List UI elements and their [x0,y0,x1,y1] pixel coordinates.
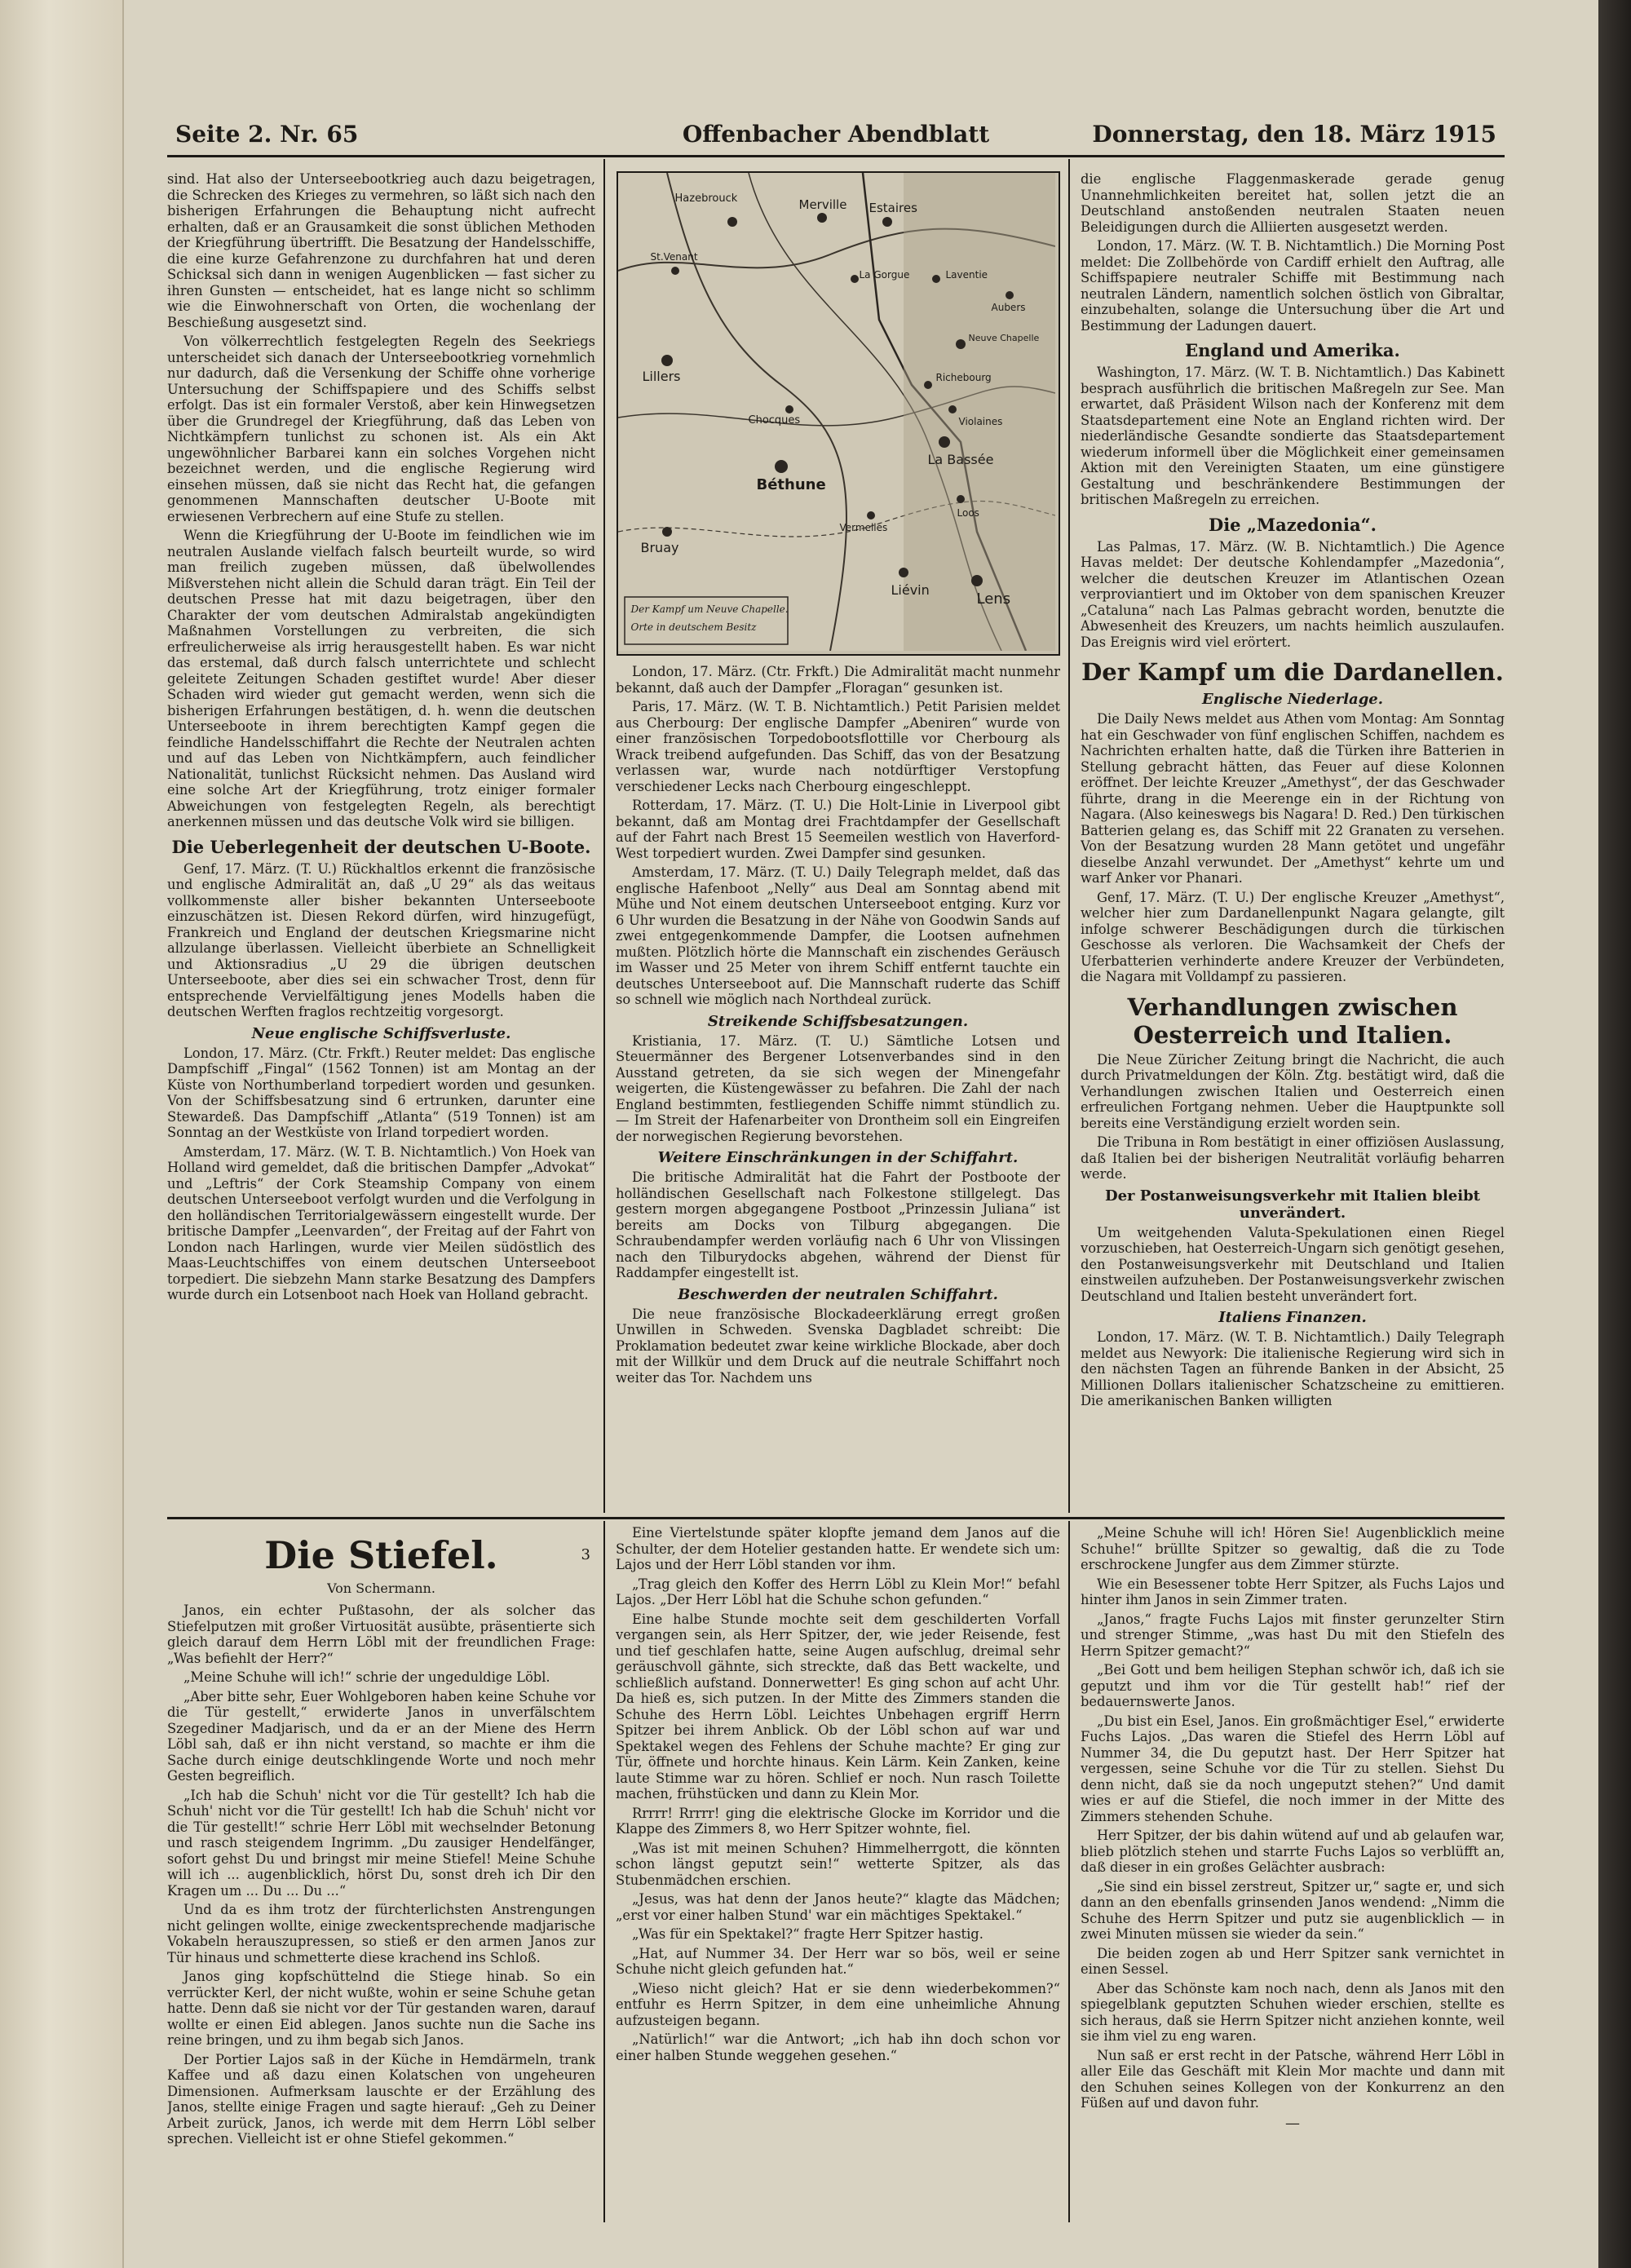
byline: Von Schermann. [327,1581,435,1596]
story-paragraph: Die beiden zogen ab und Herr Spitzer sank vernichtet in einen Sessel. [1081,1945,1505,1977]
story-paragraph: „Ich hab die Schuh' nicht vor die Tür gestellt? Ich hab die Schuh' nicht vor die Tür gestellt! Ich hab die Schuh' nicht vor die Tür gestellt!“ schrie Herr Löbl mit wechselnder Betonung und rasch steigendem Ingrimm. „Du zausiger Hendelfänger, sofort gehst Du und bringst mir meine Stiefel! Meine Schuhe will ich ... augenblicklich, hörst Du, sonst dreh ich Dir den Kragen um ... Du ... Du ...“ [167,1787,595,1899]
page-content [167,114,1505,2235]
map-label: St.Venant [650,251,698,263]
article-paragraph: Rotterdam, 17. März. (T. U.) Die Holt-Linie in Liverpool gibt bekannt, daß am Montag drei Frachtdampfer der Gesellschaft auf der Fahrt nach Brest 15 Seemeilen westlich von Haverford-West torpediert wurden. Zwei Dampfer sind gesunken. [616,798,1060,861]
story-paragraph: Nun saß er erst recht in der Patsche, während Herr Löbl in aller Eile das Geschäft mit Klein Mor machte und dann mit den Schuhen seines Kollegen von der Konkurrenz an den Füßen auf und davon fuhr. [1081,2047,1505,2111]
map-label: Lens [976,590,1011,608]
column-rule [603,159,605,1513]
article-paragraph: London, 17. März. (W. T. B. Nichtamtlich.) Daily Telegraph meldet aus Newyork: Die italienische Regierung wird sich in den nächsten Tagen an führende Banken in der Absicht, 25 Millionen Dollars italienischer Schatzscheine zu emittieren. Die amerikanischen Banken willigten [1081,1329,1505,1408]
map-label: Vermelles [839,522,888,533]
issue-date: Donnerstag, den 18. März 1915 [1092,121,1496,148]
story-paragraph: „Trag gleich den Koffer des Herrn Löbl zu Klein Mor!“ befahl Lajos. „Der Herr Löbl hat die Schuhe schon gefunden.“ [616,1576,1060,1607]
story-paragraph: Rrrrr! Rrrrr! ging die elektrische Glocke im Korridor und die Klappe des Zimmers 8, wo Herr Spitzer wohnte, fiel. [616,1805,1060,1837]
headline-mazedonia: Die „Mazedonia“. [1208,514,1377,535]
page-edge-shadow [1598,0,1631,2268]
column-rule [1068,1521,1070,2222]
map-drawing [618,173,1055,651]
article-paragraph: sind. Hat also der Unterseebootkrieg auch dazu beigetragen, die Schrecken des Krieges zu vermehren, so läßt sich nach den bisherigen Erfahrungen die Behauptung nicht aufrecht erhalten, daß er an Grausamkeit die sonst üblichen Methoden der Kriegführung übertrifft. Die Besatzung der Handelsschiffe, die eine kurze Gefahrenzone zu durchfahren hat und deren Schicksal sich dann in wenigen Augenblicken — fast sicher zu ihren Gunsten — entscheidet, hat es lange nicht so schlimm wie die Einwohnerschaft von Orten, die wochenlang der Beschießung ausgesetzt sind. [167,171,595,330]
column-rule [603,1521,605,2222]
article-paragraph: London, 17. März. (W. T. B. Nichtamtlich.) Die Morning Post meldet: Die Zollbehörde von Cardiff erhielt den Auftrag, alle Schiffspapiere neutraler Schiffe mit Bestimmung nach neutralen Ländern, namentlich solchen östlich von Gibraltar, einzubehalten, solange die Untersuchung über die Art und Bestimmung der Ladungen dauert. [1081,238,1505,334]
feuilleton-column-1 [167,1525,595,2218]
story-end-mark: — [1285,2114,1300,2132]
story-paragraph: „Natürlich!“ war die Antwort; „ich hab ihn doch schon vor einer halben Stunde weggehen gesehen.“ [616,2031,1060,2063]
story-paragraph: „Wieso nicht gleich? Hat er sie denn wiederbekommen?“ entfuhr es Herrn Spitzer, in dem eine unheimliche Ahnung aufzusteigen begann. [616,1980,1060,2028]
map-label: Chocques [748,414,801,427]
map-caption: Der Kampf um Neuve Chapelle. [630,603,789,615]
feuilleton-column-2 [616,1525,1060,2218]
feuilleton-divider [167,1517,1505,1519]
column-3 [1081,171,1505,1513]
page-binding [0,0,124,2268]
story-paragraph: Janos, ein echter Pußtasohn, der als solcher das Stiefelputzen mit großer Virtuosität ausübte, präsentierte sich gleich darauf dem Herrn Löbl mit der freundlichen Frage: „Was befiehlt der Herr?“ [167,1603,595,1666]
headline-postanweisung: Der Postanweisungsverkehr mit Italien bleibt unverändert. [1105,1187,1480,1222]
article-paragraph: Die Neue Züricher Zeitung bringt die Nachricht, die auch durch Privatmeldungen der Köln. Ztg. bestätigt wird, daß die Verhandlungen zwischen Italien und Oesterreich einen erfreulichen Fortgang nehmen. Ueber die Hauptpunkte soll bereits eine Verständigung erzielt worden sein. [1081,1051,1505,1131]
map-label: Laventie [945,269,988,281]
map-legend: Orte in deutschem Besitz [630,621,757,633]
feuilleton-column-3 [1081,1525,1505,2218]
headline-einschraenkungen: Weitere Einschränkungen in der Schiffahrt. [657,1149,1019,1166]
article-paragraph: Wenn die Kriegführung der U-Boote im feindlichen wie im neutralen Auslande vielfach falsch beurteilt wurde, so wird man freilich zugeben müssen, daß übelwollendes Mißverstehen nicht allein die Schuld daran trägt. Ein Teil der deutschen Presse hat mit dazu beigetragen, über den Charakter der vom deutschen Admiralstab angekündigten Maßnahmen Vorstellungen zu verbreiten, die sich erfreulicherweise als irrig herausgestellt haben. Es war nicht das erstemal, daß durch falsch unterrichtete und schlecht geleitete Zeitungen Schaden gestiftet wurde! Aber dieser Schaden wird wieder gut gemacht werden, wenn sich die bisherigen Erfahrungen bestätigen, d. h. wenn die deutschen Unterseeboote in ihrem berechtigten Kampf gegen die feindliche Handelsschiffahrt die Rechte der Neutralen achten und auf das Leben von Nichtkämpfern, auch feindlicher Nationalität, tunlichst Rücksicht nehmen. Das Ausland wird eine solche Art der Kriegführung, trotz einiger formaler Abweichungen von festgelegten Regeln, als berechtigt anerkennen müssen und das deutsche Volk wird sie billigen. [167,528,595,829]
story-paragraph: „Hat, auf Nummer 34. Der Herr war so bös, weil er seine Schuhe nicht gleich gefunden hat.“ [616,1945,1060,1977]
article-paragraph: Amsterdam, 17. März. (T. U.) Daily Telegraph meldet, daß das englische Hafenboot „Nelly“ aus Deal am Sonntag abend mit Mühe und Not einem deutschen Unterseeboot entging. Kurz vor 6 Uhr wurden die Besatzung in der Nähe von Goodwin Sands auf zwei entgegenkommende Dampfer, die Lootsen aufnehmen mußten. Plötzlich hörte die Mannschaft ein zischendes Geräusch im Wasser und 25 Meter von ihrem Schiff entfernt tauchte ein deutsches Unterseeboot auf. Die Mannschaft ruderte das Schiff so schnell wie möglich nach Northdeal zurück. [616,864,1060,1007]
map-label: Hazebrouck [674,192,738,205]
installment-number: 3 [581,1546,590,1563]
map-label: Violaines [958,416,1003,427]
headline-streikende: Streikende Schiffsbesatzungen. [707,1012,969,1030]
story-paragraph: Der Portier Lajos saß in der Küche in Hemdärmeln, trank Kaffee und aß dazu einen Kolatschen von ungeheuren Dimensionen. Aufmerksam lauschte er der Erzählung des Janos, stellte einige Fragen und sagte hierauf: „Geh zu Deiner Arbeit zurück, Janos, ich werde mit dem Herrn Löbl selber sprechen. Vielleicht ist er ohne Stiefel gekommen.“ [167,2051,595,2146]
article-paragraph: Die neue französische Blockadeerklärung erregt großen Unwillen in Schweden. Svenska Dagbladet schreibt: Die Proklamation bedeutet zwar keine wirkliche Blockade, aber doch mit der Willkür und dem Druck auf die neutrale Schiffahrt noch weiter das Tor. Nachdem uns [616,1306,1060,1386]
article-paragraph: Amsterdam, 17. März. (W. T. B. Nichtamtlich.) Von Hoek van Holland wird gemeldet, daß die britischen Dampfer „Advokat“ und „Leftris“ der Cork Steamship Company von einem deutschen Unterseeboot verfolgt wurden und die Verfolgung in den holländischen Territorialgewässern eingestellt wurde. Der britische Dampfer „Leenvarden“, der Freitag auf der Fahrt von London nach Harlingen, wurde vier Meilen südöstlich des Maas-Leuchtschiffes von einem deutschen Unterseeboot torpediert. Die siebzehn Mann starke Besatzung des Dampfers wurde durch ein Lotsenboot nach Hoek van Holland gebracht. [167,1143,595,1302]
story-paragraph: Wie ein Besessener tobte Herr Spitzer, als Fuchs Lajos und hinter ihm Janos in sein Zimmer traten. [1081,1576,1505,1607]
article-paragraph: Kristiania, 17. März. (T. U.) Sämtliche Lotsen und Steuermänner des Bergener Lotsenverbandes sind in den Ausstand getreten, da sie sich wegen der Minengefahr weigerten, die Küstengewässer zu befahren. Die Zahl der nach England bestimmten, festliegenden Schiffe nimmt stündlich zu. — Im Streit der Hafenarbeiter von Drontheim soll ein Eingreifen der norwegischen Regierung bevorstehen. [616,1032,1060,1144]
headline-dardanellen: Der Kampf um die Dardanellen. [1081,658,1504,686]
article-paragraph: London, 17. März. (Ctr. Frkft.) Die Admiralität macht nunmehr bekannt, daß auch der Dampfer „Floragan“ gesunken ist. [616,664,1060,696]
map-label: Béthune [756,476,826,493]
story-paragraph: „Jesus, was hat denn der Janos heute?“ klagte das Mädchen; „erst vor einer halben Stund' war ein mächtiges Spektakel.“ [616,1891,1060,1923]
story-paragraph: „Sie sind ein bissel zerstreut, Spitzer ur,“ sagte er, und sich dann an den ebenfalls grinsenden Janos wendend: „Nimm die Schuhe des Herrn Spitzer und putz sie augenblicklich — in zwei Minuten müssen sie wieder da sein.“ [1081,1878,1505,1942]
map-label: Lillers [642,369,681,384]
map-label: Merville [798,197,847,212]
story-paragraph: „Meine Schuhe will ich!“ schrie der ungeduldige Löbl. [183,1669,550,1685]
map-label: Richebourg [935,372,992,383]
subheadline-niederlage: Englische Niederlage. [1201,691,1384,708]
map-label: La Gorgue [859,269,910,281]
story-paragraph: Eine Viertelstunde später klopfte jemand dem Janos auf die Schulter, der dem Hotelier gestanden hatte. Er wendete sich um: Lajos und der Herr Löbl standen vor ihm. [616,1525,1060,1572]
story-paragraph: „Aber bitte sehr, Euer Wohlgeboren haben keine Schuhe vor die Tür gestellt,“ erwiderte Janos in unverfälschtem Szegediner Madjarisch, und da er an der Miene des Herrn Löbl sah, daß er ihn nicht verstand, so machte er ihm die Sache durch einige deutschklingende Worte und noch mehr Gesten begreiflich. [167,1688,595,1784]
story-paragraph: „Bei Gott und bem heiligen Stephan schwör ich, daß ich sie geputzt und ihm vor die Tür gestellt hab!“ rief der bedauernswerte Janos. [1081,1662,1505,1709]
story-paragraph: „Janos,“ fragte Fuchs Lajos mit finster gerunzelter Stirn und strenger Stimme, „was hast Du mit den Stiefeln des Herrn Spitzer gemacht?“ [1081,1611,1505,1659]
headline-schiffsverluste: Neue englische Schiffsverluste. [251,1024,511,1042]
article-paragraph: Die Tribuna in Rom bestätigt in einer offiziösen Auslassung, daß Italien bei der bisherigen Neutralität vorläufig beharren werde. [1081,1134,1505,1182]
column-rule [1068,159,1070,1513]
article-paragraph: Von völkerrechtlich festgelegten Regeln des Seekriegs unterscheidet sich danach der Unterseebootkrieg vornehmlich nur dadurch, daß die Versenkung der Schiffe ohne vorherige Untersuchung der Schiffspapiere und des Schiffs selbst erfolgt. Das ist ein formaler Verstoß, aber kein Hinwegsetzen über die Grundregel der Kriegführung, daß das Leben von Nichtkämpfern tunlichst zu schonen ist. Als ein Akt ungewöhnlicher Barbarei kann ein solches Vorgehen nicht bezeichnet werden, und die englische Regierung wird einsehen müssen, daß sie nicht das Recht hat, die gefangen genommenen Mannschaften deutscher U-Boote mit erwiesenen Verbrechern auf eine Stufe zu stellen. [167,334,595,524]
headline-ueberlegenheit: Die Ueberlegenheit der deutschen U-Boote. [171,836,591,857]
story-paragraph: Herr Spitzer, der bis dahin wütend auf und ab gelaufen war, blieb plötzlich stehen und starrte Fuchs Lajos so verblüfft an, daß dieser in ein großes Gelächter ausbrach: [1081,1828,1505,1875]
headline-verhandlungen: Verhandlungen zwischen Oesterreich und Italien. [1127,993,1458,1049]
map-neuve-chapelle [617,171,1060,656]
article-paragraph: Genf, 17. März. (T. U.) Der englische Kreuzer „Amethyst“, welcher hier zum Dardanellenpunkt Nagara gelangte, gilt infolge schwerer Beschädigungen durch die türkischen Geschosse als verloren. Die Wachsamkeit der Chefs der Uferbatterien verhinderte andere Kreuzer der Verbündeten, die Nagara mit Volldampf zu passieren. [1081,889,1505,984]
map-label: Neuve Chapelle [968,333,1040,343]
page-number: Seite 2. Nr. 65 [175,121,359,148]
article-paragraph: die englische Flaggenmaskerade gerade genug Unannehmlichkeiten bereitet hat, sollen jetzt die an Deutschland anstoßenden neutralen Staaten neuen Beleidigungen durch die Alliierten ausgesetzt werden. [1081,171,1505,235]
story-paragraph: Janos ging kopfschüttelnd die Stiege hinab. So ein verrückter Kerl, der nicht wußte, wohin er seine Schuhe getan hatte. Denn daß sie nicht vor der Tür gestanden waren, darauf wollte er einen Eid ablegen. Janos suchte nun die Sache ins reine bringen, und zu ihm begab sich Janos. [167,1969,595,2048]
story-paragraph: „Was für ein Spektakel?“ fragte Herr Spitzer hastig. [632,1926,983,1942]
map-label: Aubers [991,302,1026,313]
article-paragraph: Um weitgehenden Valuta-Spekulationen einen Riegel vorzuschieben, hat Oesterreich-Ungarn sich genötigt gesehen, den Postanweisungsverkehr mit Deutschland und Italien einstweilen aufzuheben. Der Postanweisungsverkehr zwischen Deutschland und Italien besteht unverändert fort. [1081,1224,1505,1304]
story-paragraph: „Was ist mit meinen Schuhen? Himmelherrgott, die könnten schon längst geputzt sein!“ wetterte Spitzer, als das Stubenmädchen erschien. [616,1840,1060,1888]
story-paragraph: Eine halbe Stunde mochte seit dem geschilderten Vorfall vergangen sein, als Herr Spitzer, der, wie jeder Reisende, fest und tief geschlafen hatte, seine Augen aufschlug, dreimal sehr geräuschvoll gähnte, sich streckte, daß das Bett wackelte, und schließlich aufstand. Donnerwetter! Es ging schon auf acht Uhr. Da hieß es, sich putzen. In der Mitte des Zimmers standen die Schuhe des Herrn Löbl. Leichtes Unbehagen ergriff Herrn Spitzer bei ihrem Anblick. Ob der Löbl schon auf war und Spektakel wegen des Fehlens der Schuhe machte? Er ging zur Tür, öffnete und horchte hinaus. Kein Lärm. Kein Zanken, keine laute Stimme war zu hören. Schlief er noch. Nun rasch Toilette machen, frühstücken und dann zu Klein Mor. [616,1611,1060,1802]
map-label: Loos [957,507,979,519]
column-2 [616,171,1060,1513]
story-paragraph: Und da es ihm trotz der fürchterlichsten Anstrengungen nicht gelingen wollte, einige zweckentsprechende madjarische Vokabeln herauszupressen, so stieß er den armen Janos zur Tür hinaus und schmetterte diese krachend ins Schloß. [167,1902,595,1965]
article-paragraph: Die Daily News meldet aus Athen vom Montag: Am Sonntag hat ein Geschwader von fünf englischen Schiffen, nachdem es Nachrichten erhalten hatte, daß die Türken ihre Batterien in Stellung gebracht hätten, das Feuer auf diese Kolonnen eröffnet. Der leichte Kreuzer „Amethyst“, der das Geschwader führte, drang in die Meerenge ein in der Richtung von Nagara. (Also keineswegs bis Nagara! D. Red.) Den türkischen Batterien gelang es, das Schiff mit 22 Granaten zu versehen. Von der Besatzung wurden 28 Mann getötet und ungefähr dieselbe Anzahl verwundet. Der „Amethyst“ kehrte um und warf Anker vor Phanari. [1081,711,1505,886]
story-paragraph: „Meine Schuhe will ich! Hören Sie! Augenblicklich meine Schuhe!“ brüllte Spitzer so gewaltig, daß die zu Tode erschrockene Jungfer aus dem Zimmer stürzte. [1081,1525,1505,1572]
headline-finanzen: Italiens Finanzen. [1218,1309,1367,1326]
story-paragraph: Aber das Schönste kam noch nach, denn als Janos mit den spiegelblank geputzten Schuhen wieder erschien, stellte es sich heraus, daß sie Herrn Spitzer nicht anziehen konnte, weil sie ihm viel zu eng waren. [1081,1980,1505,2044]
article-paragraph: Washington, 17. März. (W. T. B. Nichtamtlich.) Das Kabinett besprach ausführlich die britischen Maßregeln zur See. Man erwartet, daß Präsident Wilson nach der Konferenz mit dem Staatsdepartement eine Note an England richten wird. Der niederländische Gesandte sondierte das Staatsdepartement wiederum informell über die Möglichkeit einer gemeinsamen Aktion mit den Vereinigten Staaten, um eine günstigere Gestaltung und beschränkendere Bestimmungen der britischen Maßregeln zu erreichen. [1081,365,1505,507]
headline-england-amerika: England und Amerika. [1185,340,1400,360]
masthead: Offenbacher Abendblatt [682,121,990,148]
story-paragraph: „Du bist ein Esel, Janos. Ein großmächtiger Esel,“ erwiderte Fuchs Lajos. „Das waren die Stiefel des Herrn Löbl auf Nummer 34, die Du geputzt hast. Der Herr Spitzer hat vergessen, seine Schuhe vor die Tür zu stellen. Siehst Du denn nicht, daß sie da noch ungeputzt stehen?“ Und damit wies er auf die Stiefel, die noch immer in der Mitte des Zimmers stehenden Schuhe. [1081,1713,1505,1824]
map-label: Liévin [891,582,930,598]
feuilleton-heading [167,1533,595,1577]
article-paragraph: Genf, 17. März. (T. U.) Rückhaltlos erkennt die französische und englische Admiralität an, daß „U 29“ als das weitaus vollkommenste aller bisher bekannten Unterseeboote einzuschätzen ist. Diesen Rekord dürfen, wird hinzugefügt, Frankreich und England der deutschen Kriegsmarine nicht allzulange überlassen. Vielleicht überbiete an Schnelligkeit und Aktionsradius „U 29 die übrigen deutschen Unterseeboote, aber dies sei ein schwacher Trost, denn für entsprechende Vervielfältigung jenes Modells haben die deutschen Werften fraglos rechtzeitig vorgesorgt. [167,860,595,1019]
article-paragraph: Las Palmas, 17. März. (W. B. Nichtamtlich.) Die Agence Havas meldet: Der deutsche Kohlendampfer „Mazedonia“, welcher die deutschen Kreuzer im Atlantischen Ozean verproviantiert und im Oktober von dem spanischen Kreuzer „Cataluna“ nach Las Palmas gebracht worden, benutzte die Abwesenheit des Kreuzers, um nachts heimlich auszulaufen. Das Ereignis wird viel erörtert. [1081,538,1505,650]
page-header [167,114,1505,157]
map-label: Estaires [869,201,917,215]
article-paragraph: Die britische Admiralität hat die Fahrt der Postboote der holländischen Gesellschaft nach Folkestone stillgelegt. Das gestern morgen abgegangene Postboot „Prinzessin Juliana“ ist bereits am Docks von Tilburg abgegangen. Die Schraubendampfer werden vorläufig nach 6 Uhr von Vlissingen nach den Tilburydocks abgehen, während der Dienst für Raddampfer eingestellt ist. [616,1169,1060,1280]
column-1 [167,171,595,1513]
article-paragraph: London, 17. März. (Ctr. Frkft.) Reuter meldet: Das englische Dampfschiff „Fingal“ (1562 Tonnen) ist am Montag an der Küste von Northumberland torpediert worden und gesunken. Von der Schiffsbesatzung sind 6 ertrunken, darunter eine Stewardeß. Das Dampfschiff „Atlanta“ (519 Tonnen) ist am Sonntag an der Westküste von Irland torpediert worden. [167,1045,595,1140]
map-label: Bruay [640,540,679,555]
headline-beschwerden: Beschwerden der neutralen Schiffahrt. [678,1285,998,1303]
article-paragraph: Paris, 17. März. (W. T. B. Nichtamtlich.) Petit Parisien meldet aus Cherbourg: Der englische Dampfer „Abeniren“ wurde von einer französischen Torpedobootsflottille vor Cherbourg als Wrack treibend aufgefunden. Das Schiff, das von der Besatzung verlassen war, wurde nach notdürftiger Verstopfung verschiedener Lecks nach Cherbourg eingeschleppt. [616,699,1060,794]
map-label: La Bassée [927,452,994,467]
feuilleton-title: Die Stiefel. [264,1533,498,1577]
